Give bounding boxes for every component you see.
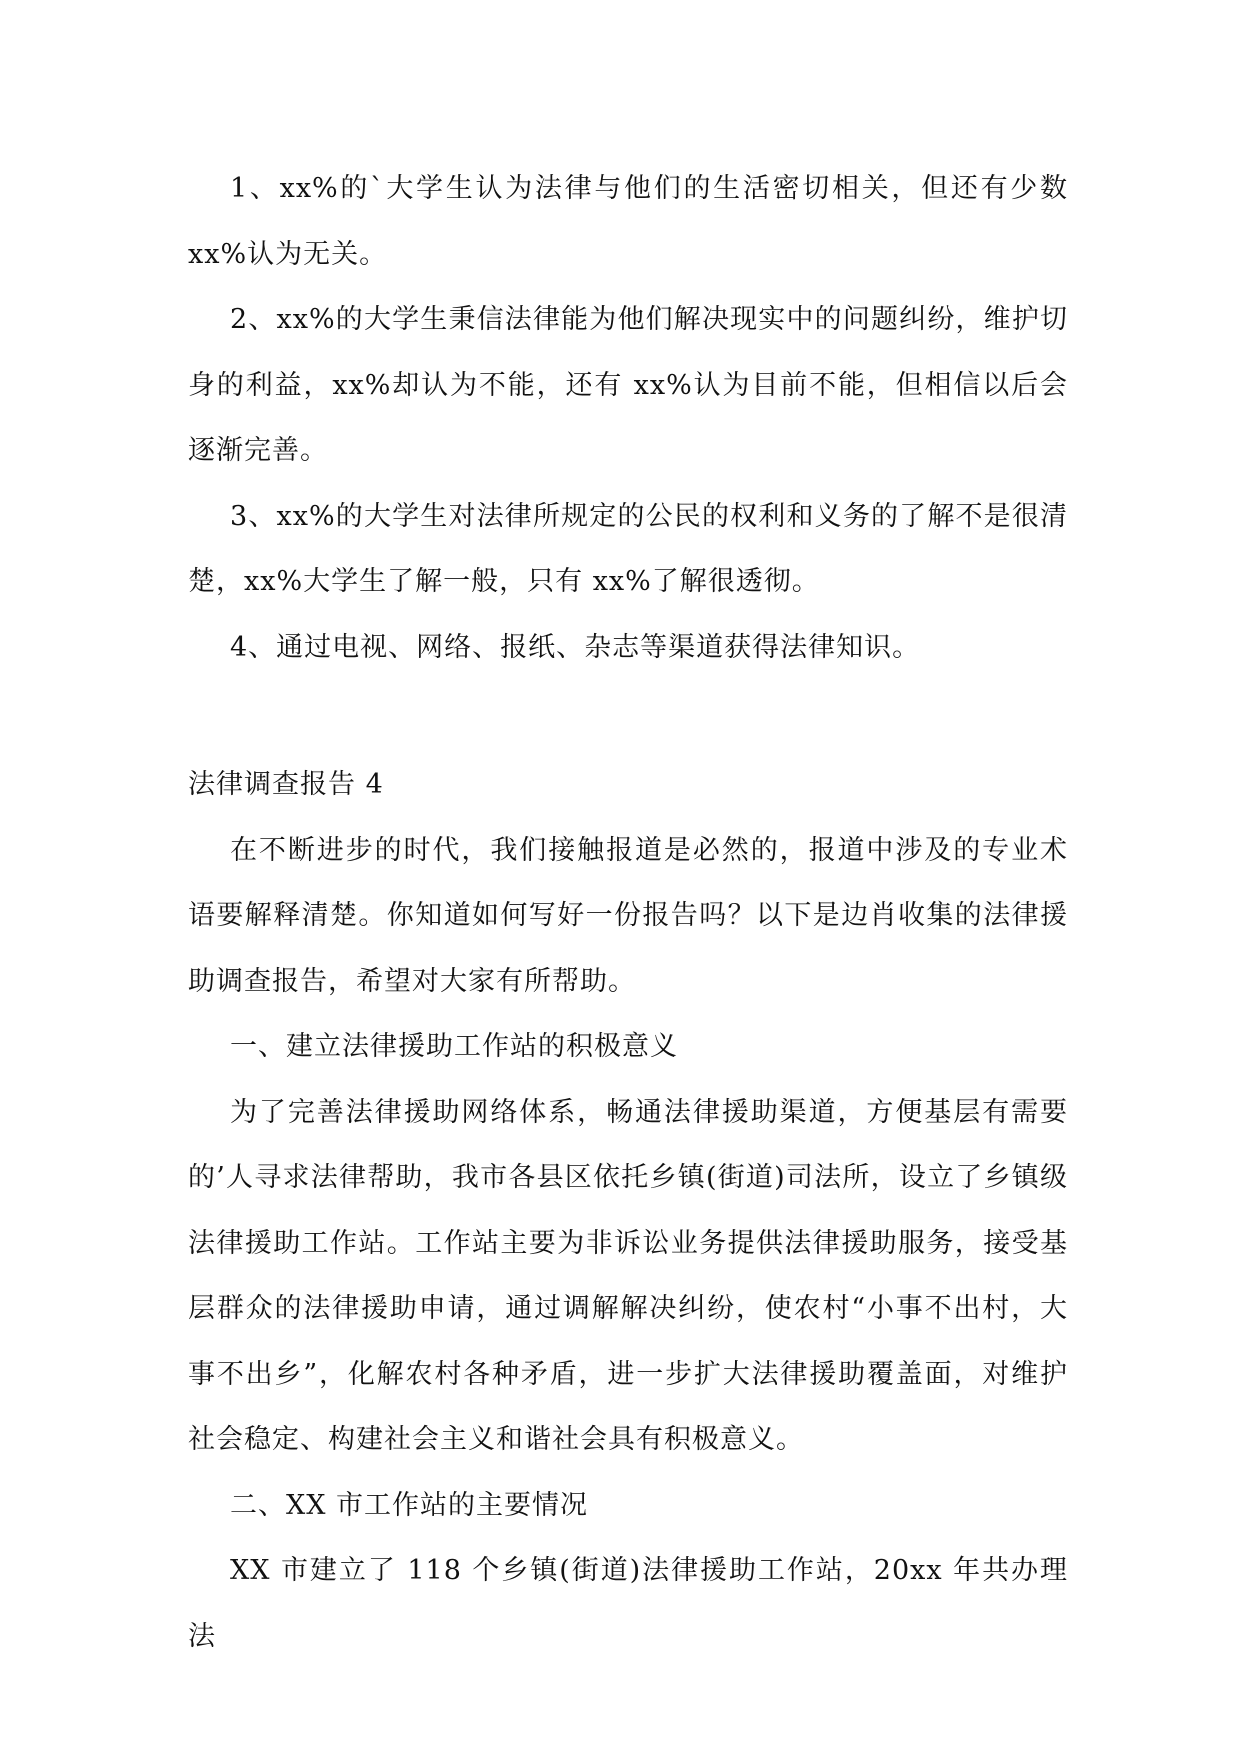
section-gap: [188, 680, 1068, 752]
list-item-2: 2、xx%的大学生秉信法律能为他们解决现实中的问题纠纷，维护切身的利益，xx%却认为不能，还有 xx%认为目前不能，但相信以后会逐渐完善。: [188, 304, 1068, 466]
intro-paragraph: 在不断进步的时代，我们接触报道是必然的，报道中涉及的专业术语要解释清楚。你知道如何写好一份报告吗？以下是边肖收集的法律援助调查报告，希望对大家有所帮助。: [188, 834, 1068, 997]
subheading-2: 二、XX 市工作站的主要情况: [230, 1489, 589, 1521]
list-item-1: 1、xx%的`大学生认为法律与他们的生活密切相关，但还有少数 xx%认为无关。: [188, 173, 1068, 270]
list-item-3: 3、xx%的大学生对法律所规定的公民的权利和义务的了解不是很清楚，xx%大学生了解一般，只有 xx%了解很透彻。: [188, 500, 1068, 597]
document-body: [188, 156, 1068, 1669]
list-item-4: 4、通过电视、网络、报纸、杂志等渠道获得法律知识。: [230, 631, 921, 663]
body-paragraph-1: 为了完善法律援助网络体系，畅通法律援助渠道，方便基层有需要的’人寻求法律帮助，我市各县区依托乡镇(街道)司法所，设立了乡镇级法律援助工作站。工作站主要为非诉讼业务提供法律援助服务，接受基层群众的法律援助申请，通过调解解决纠纷，使农村“小事不出村，大事不出乡”，化解农村各种矛盾，进一步扩大法律援助覆盖面，对维护社会稳定、构建社会主义和谐社会具有积极意义。: [188, 1096, 1068, 1455]
section-title: 法律调查报告 4: [188, 769, 384, 800]
body-paragraph-2: XX 市建立了 118 个乡镇(街道)法律援助工作站，20xx 年共办理法: [188, 1555, 1068, 1652]
subheading-1: 一、建立法律援助工作站的积极意义: [230, 1031, 678, 1062]
